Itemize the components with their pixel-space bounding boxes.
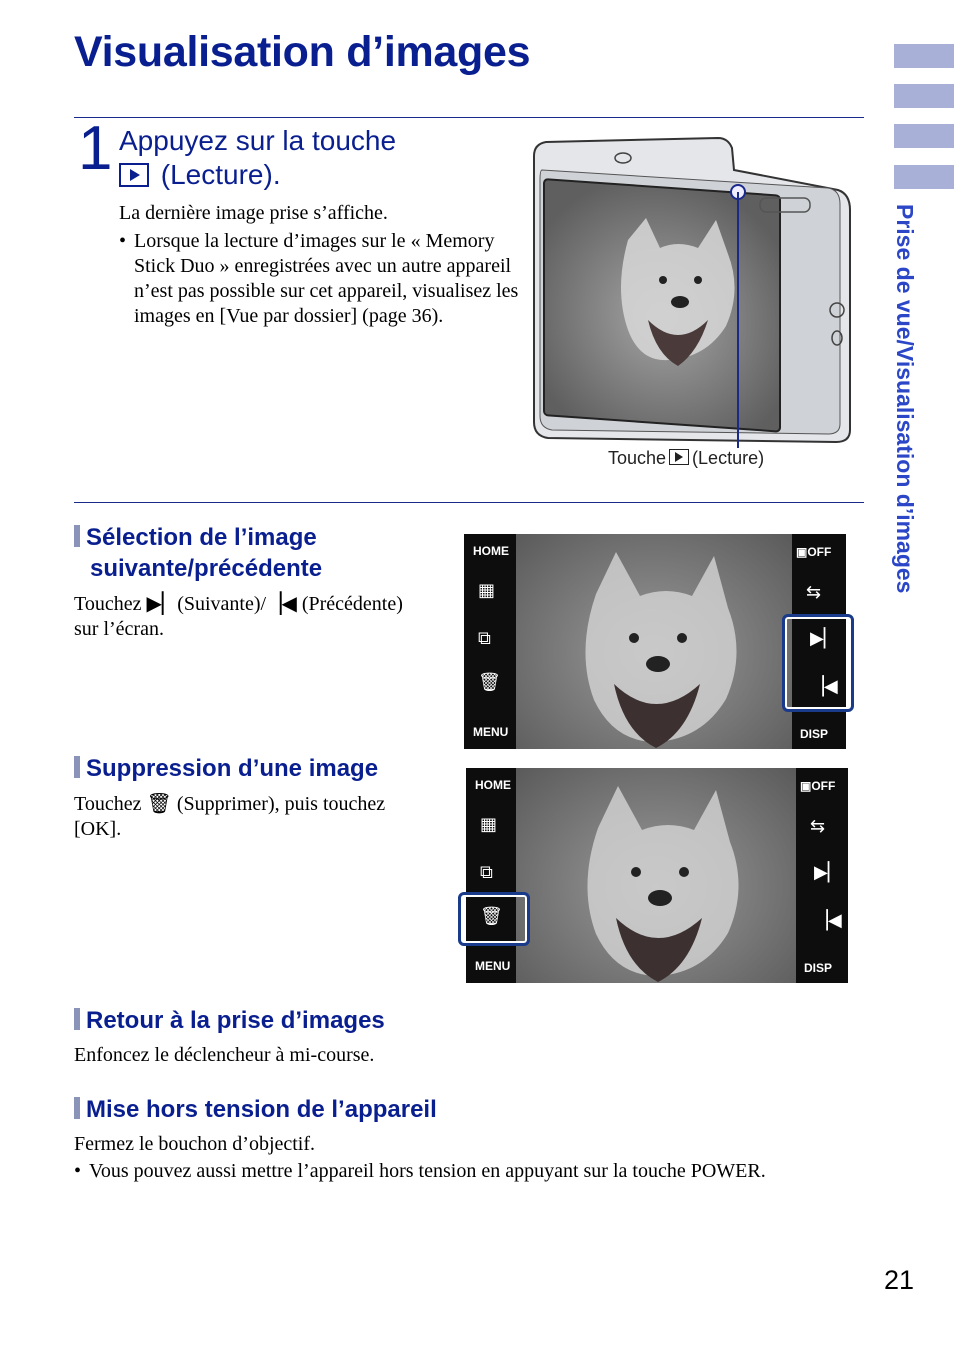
camera-illustration <box>528 130 858 450</box>
heading-marker <box>74 756 80 778</box>
rotate-arrows-icon[interactable]: ⇆ <box>806 582 822 603</box>
page-title: Visualisation d’images <box>74 28 531 76</box>
menu-button[interactable]: MENU <box>473 725 509 739</box>
disp-button[interactable]: DISP <box>804 961 833 975</box>
display-off-button[interactable]: ▣OFF <box>800 779 836 793</box>
power-off-bullet-list <box>74 1159 874 1184</box>
disp-button[interactable]: DISP <box>800 727 829 741</box>
section-text-power-off: Fermez le bouchon d’objectif. <box>74 1133 316 1155</box>
play-icon <box>669 449 689 465</box>
rotate-arrows-icon[interactable]: ⇆ <box>810 816 826 837</box>
step-intro: La dernière image prise s’affiche. <box>119 202 388 224</box>
previous-icon[interactable]: ▕◀ <box>810 676 838 697</box>
home-button[interactable]: HOME <box>475 778 511 792</box>
next-icon[interactable]: ▶▏ <box>814 862 842 883</box>
screen-left-panel <box>464 534 516 749</box>
side-section-label: Prise de vue/Visualisation d’images <box>892 204 918 594</box>
dog-photo <box>516 768 796 983</box>
index-icon[interactable]: ▦ <box>480 814 498 835</box>
dog-photo <box>516 534 792 749</box>
trash-highlight <box>458 892 530 946</box>
power-off-bullet: • Vous pouvez aussi mettre l’appareil hors tension en appuyant sur la touche POWER. <box>74 1159 874 1184</box>
previous-icon: ▕◀ <box>266 593 297 615</box>
display-off-icon: ▣ <box>796 545 808 559</box>
step-divider <box>74 502 864 503</box>
section-heading-next-prev: Sélection de l’image suivante/précédente <box>74 522 434 584</box>
slideshow-music-icon[interactable]: ⧉ <box>480 862 493 883</box>
step-number: 1 <box>78 114 113 183</box>
previous-icon[interactable]: ▕◀ <box>814 910 842 931</box>
camera-caption: Touche (Lecture) <box>608 448 765 468</box>
section-text-delete: Touchez 🗑 (Supprimer), puis touchez [OK]. <box>74 793 386 840</box>
section-tab-4 <box>894 165 954 189</box>
display-off-button[interactable]: ▣OFF <box>796 545 832 559</box>
next-icon[interactable]: ▶▏ <box>810 628 838 649</box>
step-bullet-list <box>119 229 519 329</box>
screen-right-panel <box>796 768 848 983</box>
menu-button[interactable]: MENU <box>475 959 511 973</box>
section-text-return: Enfoncez le déclencheur à mi-course. <box>74 1044 375 1066</box>
screen-photo <box>516 534 792 749</box>
next-prev-highlight <box>782 614 854 712</box>
section-heading-return: Retour à la prise d’images <box>74 1005 385 1036</box>
trash-icon[interactable]: 🗑 <box>478 672 501 693</box>
section-heading-delete: Suppression d’une image <box>74 753 378 784</box>
play-icon <box>119 163 149 187</box>
heading-marker <box>74 1008 80 1030</box>
page-number: 21 <box>884 1265 915 1295</box>
step-heading-line2: (Lecture). <box>119 158 281 192</box>
screen-left-panel <box>466 768 516 983</box>
screen-photo <box>516 768 796 983</box>
section-tab-3 <box>894 124 954 148</box>
title-divider <box>74 117 864 118</box>
section-heading-power-off: Mise hors tension de l’appareil <box>74 1094 437 1125</box>
step-bullet: • Lorsque la lecture d’images sur le « Memory Stick Duo » enregistrées avec un autre appareil n’est pas possible sur cet appareil, visualisez les images en [Vue par dossier] (page 36). <box>119 229 519 329</box>
section-tab-2 <box>894 84 954 108</box>
heading-marker <box>74 1097 80 1119</box>
playback-screen-1 <box>464 534 846 749</box>
index-icon[interactable]: ▦ <box>478 580 496 601</box>
playback-screen-2 <box>466 768 848 983</box>
display-off-icon: ▣ <box>800 779 812 793</box>
slideshow-music-icon[interactable]: ⧉ <box>478 628 491 649</box>
home-button[interactable]: HOME <box>473 544 509 558</box>
section-tab-1 <box>894 44 954 68</box>
trash-icon[interactable]: 🗑 <box>480 906 503 927</box>
step-heading-line1: Appuyez sur la touche <box>119 125 397 156</box>
next-icon: ▶▏ <box>146 593 178 615</box>
section-text-next-prev: Touchez ▶▏(Suivante)/▕◀ (Précédente) sur l’écran. <box>74 593 403 640</box>
trash-icon: 🗑 <box>146 793 172 815</box>
heading-marker <box>74 525 80 547</box>
